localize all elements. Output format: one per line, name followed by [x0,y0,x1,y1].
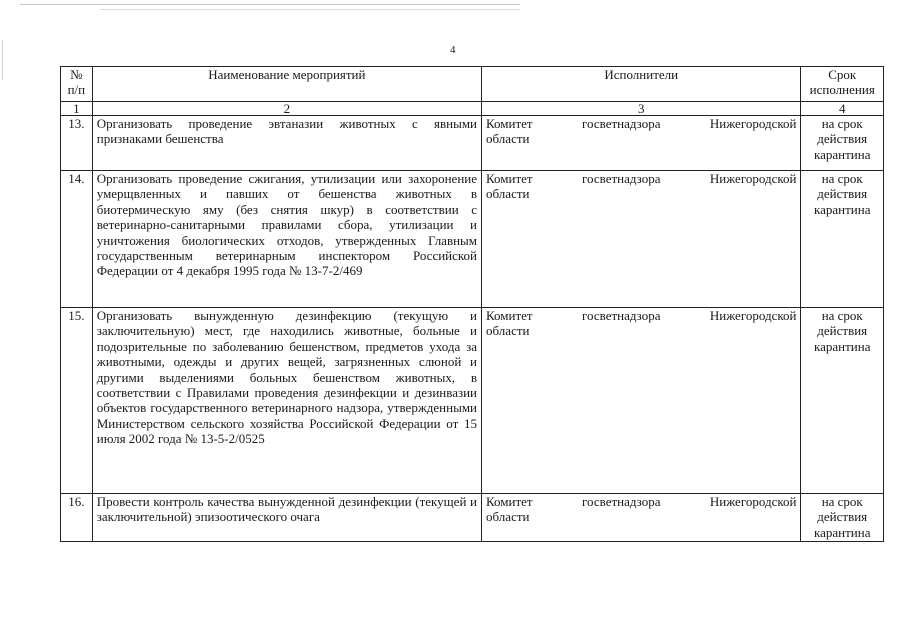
term-cell: на срок действия карантина [801,116,884,171]
header-executors: Исполнители [482,67,801,102]
executor-word: Комитет [486,308,533,323]
executor-word: Нижегородской [709,116,797,131]
executors-cell [482,116,801,171]
table-row [61,171,884,308]
executor-line [486,308,796,323]
executor-word: Комитет [486,494,533,509]
header-num [61,67,93,102]
executor-word: Нижегородской [709,494,797,509]
executor-rest: области [486,131,530,147]
column-index: 1 [61,102,93,116]
term-cell: на срок действия карантина [801,171,884,308]
row-number: 16. [61,494,93,542]
measure-name: Организовать проведение сжигания, утилизации или захоронение умерщвленных и павших от бешенства животных в биотермическую яму (без снятия шкур) в соответствии с ветеринарно-санитарными правилами сбора, утилизации и уничтожения биологических отходов, утвержденных Главным государственным ветеринарным инспектором Российской Федерации от 4 декабря 1995 года № 13-7-2/469 [92,171,481,308]
table-header-row [61,67,884,102]
table-row [61,116,884,171]
executor-word: Нижегородской [709,171,797,186]
term-cell: на срок действия карантина [801,494,884,542]
executor-word: госветнадзора [582,308,661,323]
column-index: 2 [92,102,481,116]
executor-rest: области [486,186,530,202]
executor-word: госветнадзора [582,116,661,131]
executor-word: Комитет [486,171,533,186]
header-term [801,67,884,102]
measures-table [60,66,884,542]
header-num-label: № п/п [67,67,86,98]
executor-line [486,116,796,131]
column-index-row [61,102,884,116]
scan-artifact-line [100,9,520,10]
executor-word: Нижегородской [709,308,797,323]
executor-word: Комитет [486,116,533,131]
page-number: 4 [450,44,456,56]
row-number: 13. [61,116,93,171]
header-term-label: Срок исполнения [809,67,875,98]
executor-line [486,494,796,509]
measure-name: Организовать проведение эвтаназии животных с явными признаками бешенства [92,116,481,171]
table-row [61,494,884,542]
executors-cell [482,494,801,542]
row-number: 14. [61,171,93,308]
row-number: 15. [61,308,93,494]
measure-name: Провести контроль качества вынужденной дезинфекции (текущей и заключительной) эпизоотического очага [92,494,481,542]
column-index: 4 [801,102,884,116]
executor-word: госветнадзора [582,171,661,186]
scan-artifact-mark [2,40,3,80]
table-row [61,308,884,494]
term-cell: на срок действия карантина [801,308,884,494]
header-name: Наименование мероприятий [92,67,481,102]
measure-name: Организовать вынужденную дезинфекцию (текущую и заключительную) мест, где находились животные, больные и подозрительные по заболеванию бешенством, предметов ухода за животными, одежды и других вещей, загрязненных слюной и другими выделениями больных бешенством животных, в соответствии с Правилами проведения дезинфекции и дезинвазии объектов государственного ветеринарного надзора, утвержденными Министерством сельского хозяйства Российской Федерации от 15 июля 2002 года № 13-5-2/0525 [92,308,481,494]
executor-word: госветнадзора [582,494,661,509]
executor-line [486,171,796,186]
executors-cell [482,308,801,494]
scan-artifact-line [20,4,520,5]
column-index: 3 [482,102,801,116]
executors-cell [482,171,801,308]
executor-rest: области [486,323,530,339]
executor-rest: области [486,509,530,525]
